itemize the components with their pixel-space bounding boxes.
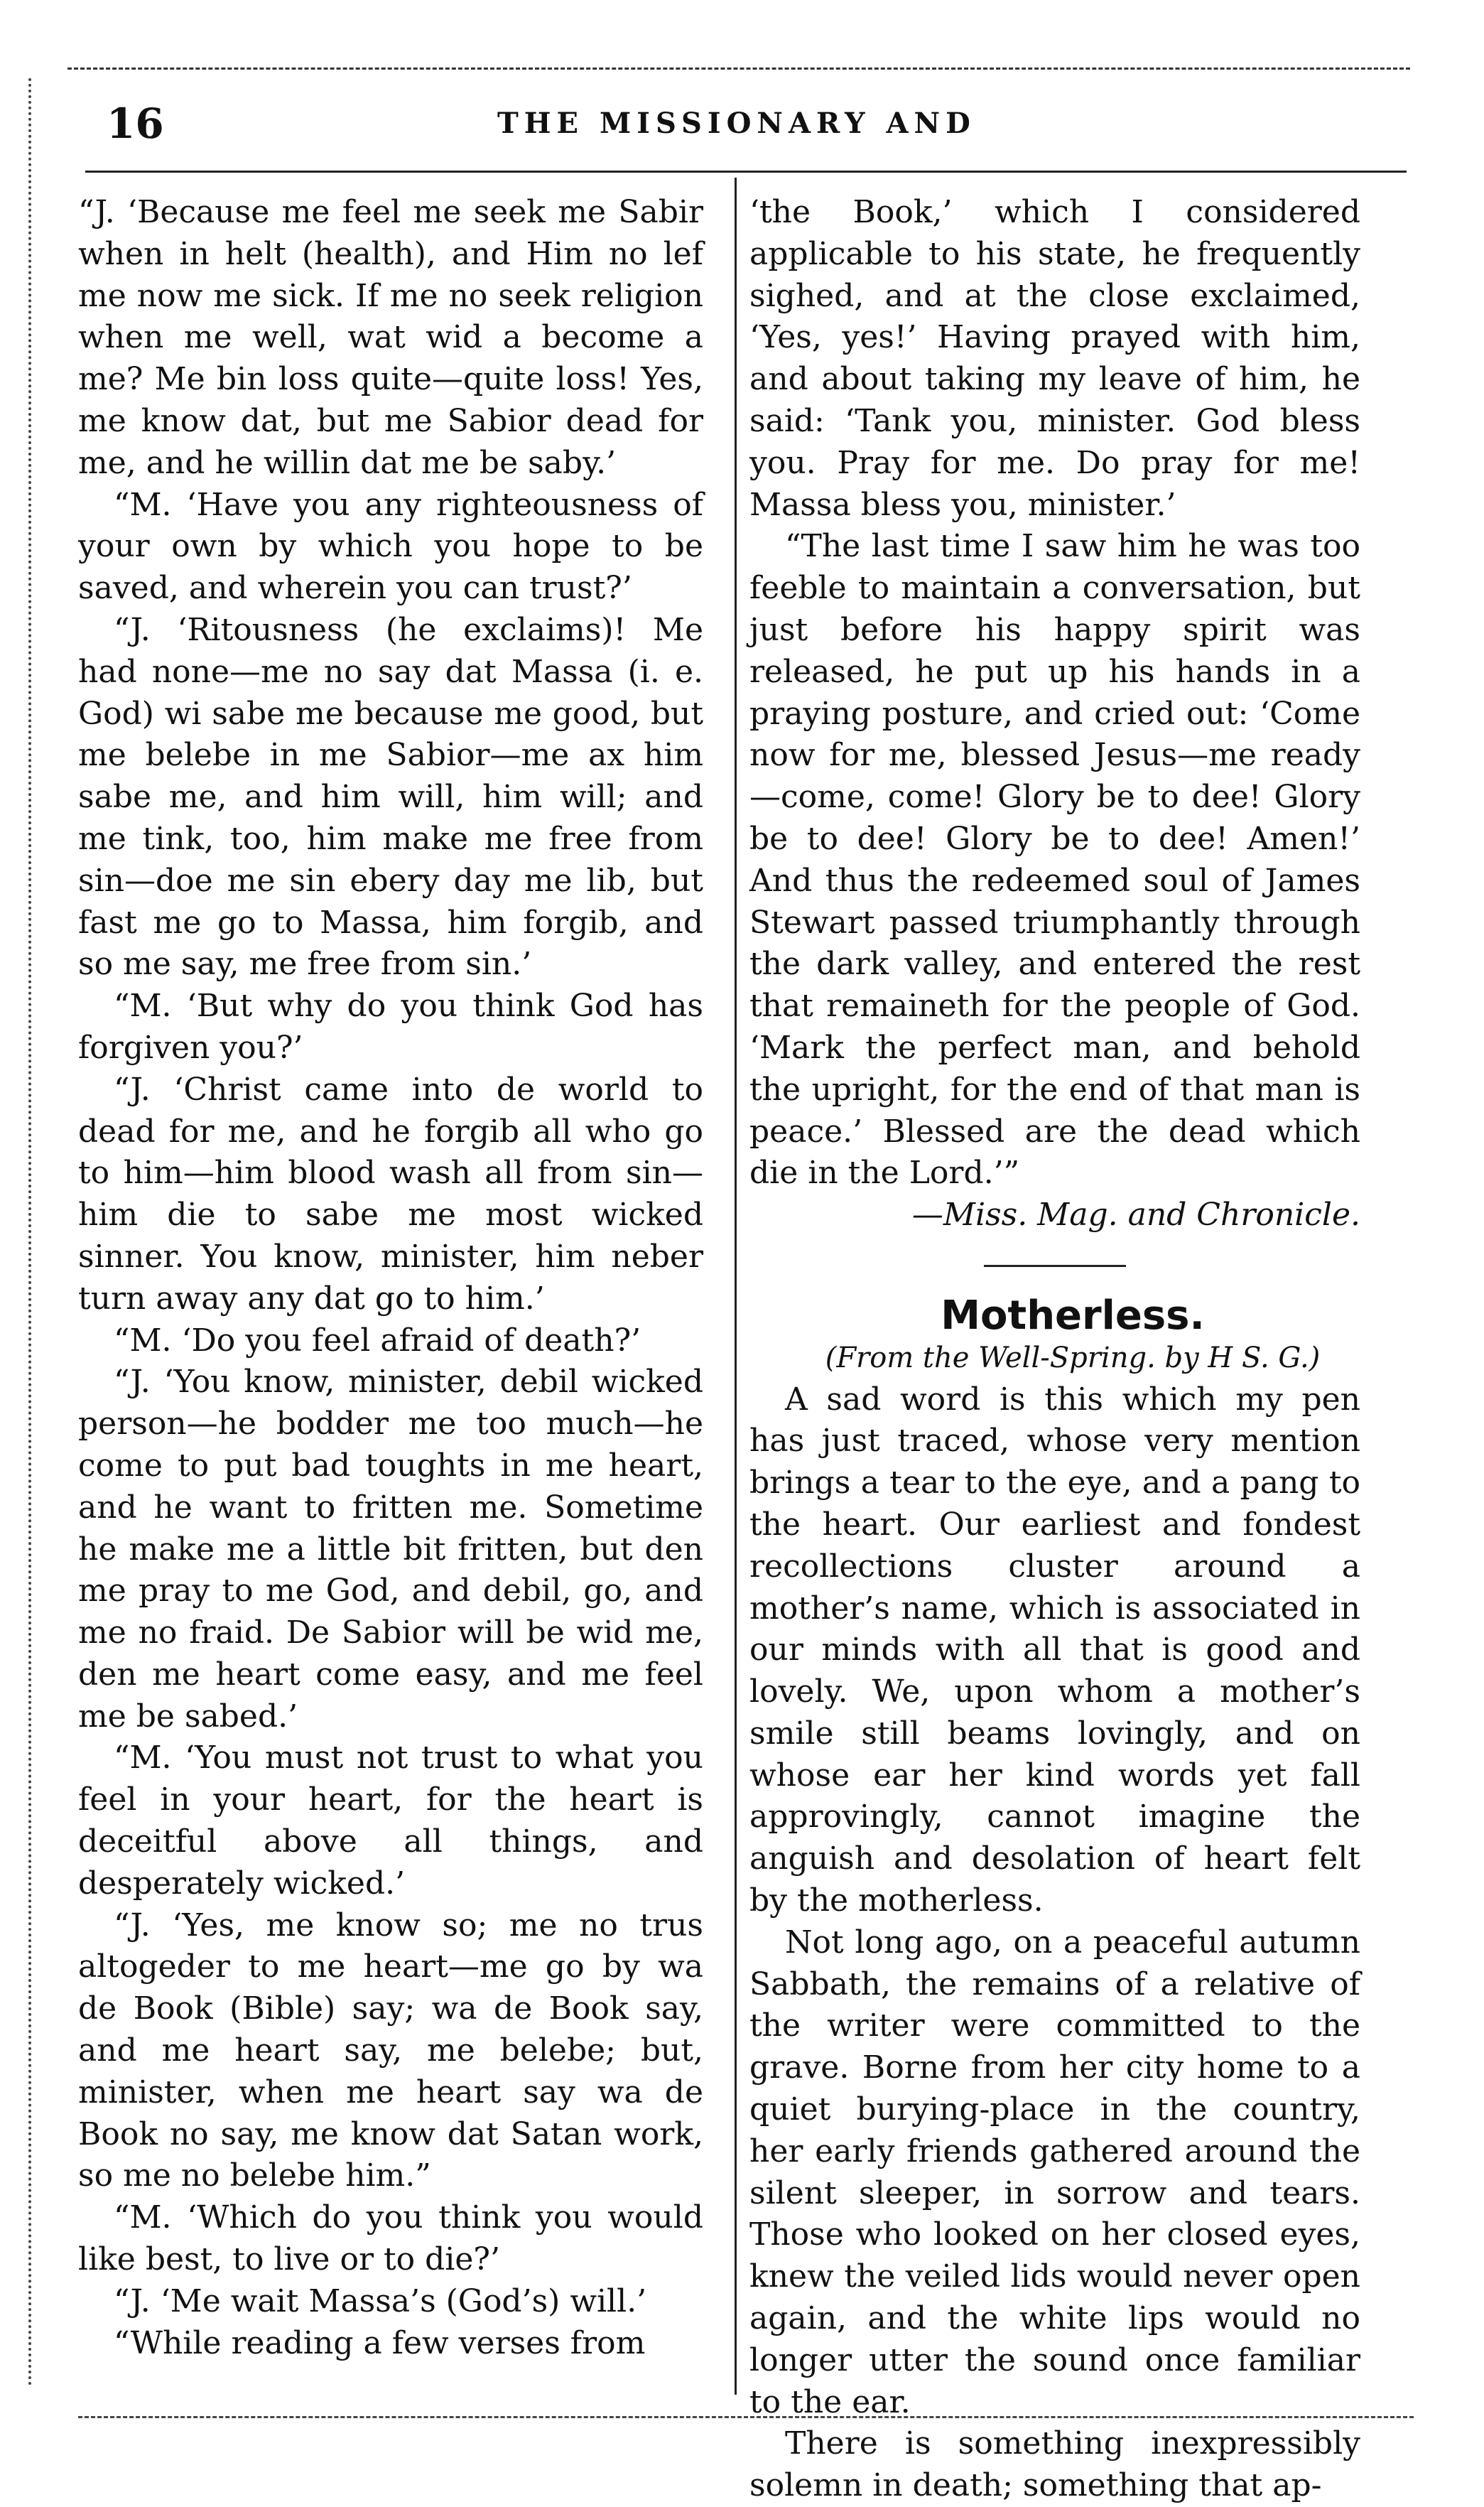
running-head: THE MISSIONARY AND	[497, 107, 976, 140]
dialogue-paragraph: “M. ‘Have you any righteousness of your own by which you hope to be saved, and wherein you can trust?’	[78, 486, 703, 607]
section-title: Motherless.	[941, 1292, 1205, 1339]
dialogue-paragraph: “J. ‘You know, minister, debil wicked person—he bodder me too much—he come to put bad toughts in me heart, and he want to fritten me. Sometime he make me a little bit fritten, but den me pray to me God, and debil, go, and me no fraid. De Sabior will be wid me, den me heart come easy, and me feel me be sabed.’	[78, 1364, 703, 1735]
dialogue-paragraph: “J. ‘Because me feel me seek me Sabir when in helt (health), and Him no lef me now me sick. If me no seek religion when me well, wat wid a become a me? Me bin loss quite—quite loss! Yes, me know dat, but me Sabior dead for me, and he willin dat me be saby.’	[78, 194, 703, 481]
dialogue-paragraph: “M. ‘Which do you think you would like best, to live or to die?’	[78, 2199, 703, 2278]
article-attribution: —Miss. Mag. and Chronicle.	[911, 1197, 1360, 1234]
continuation-paragraph: “The last time I saw him he was too feeble to maintain a conversation, but just before his happy spirit was released, he put up his hands in a praying posture, and cried out: ‘Come now for me, blessed Jesus—me ready—come, come! Glory be to dee! Glory be to dee! Glory be to dee! Amen!’ And thus the redeemed soul of James Stewart passed triumphantly through the dark valley, and entered the rest that remaineth for the people of God. ‘Mark the perfect man, and behold the upright, for the end of that man is peace.’ Blessed are the dead which die in the Lord.’”	[749, 528, 1360, 1192]
dialogue-paragraph: “J. ‘Ritousness (he exclaims)! Me had none—me no say dat Massa (i. e. God) wi sabe me because me good, but me belebe in me Sabior—me ax him sabe me, and him will, him will; and me tink, too, him make me free from sin—doe me sin ebery day me lib, but fast me go to Massa, him forgib, and so me say, me free from sin.’	[78, 611, 703, 983]
column-divider	[735, 178, 737, 2395]
section-paragraph: Not long ago, on a peaceful autumn Sabbath, the remains of a relative of the writer were committed to the grave. Borne from her city home to a quiet burying-place in the country, her early friends gathered around the silent sleeper, in sorrow and tears. Those who looked on her closed eyes, knew the veiled lids would never open again, and the white lips would no longer utter the sound once familiar to the ear.	[749, 1924, 1360, 2420]
dialogue-paragraph: “M. ‘You must not trust to what you feel in your heart, for the heart is deceitful above all things, and desperately wicked.’	[78, 1740, 703, 1902]
page-number: 16	[107, 99, 164, 148]
top-border-rule	[67, 68, 1410, 70]
section-paragraph: There is something inexpressibly solemn in death; something that ap-	[749, 2425, 1360, 2504]
left-border-rule	[28, 78, 31, 2388]
section-source: (From the Well-Spring. by H S. G.)	[825, 1341, 1321, 1374]
continuation-paragraph: ‘the Book,’ which I considered applicable to his state, he frequently sighed, and at the close exclaimed, ‘Yes, yes!’ Having prayed with him, and about taking my leave of him, he said: ‘Tank you, minister. God bless you. Pray for me. Do pray for me! Massa bless you, minister.’	[749, 194, 1360, 523]
right-column	[749, 192, 1360, 2507]
dialogue-paragraph: “J. ‘Me wait Massa’s (God’s) will.’	[114, 2282, 647, 2319]
left-column	[78, 192, 703, 2364]
dialogue-paragraph: “J. ‘Christ came into de world to dead for me, and he forgib all who go to him—him blood wash all from sin—him die to sabe me most wicked sinner. You know, minister, him neber turn away any dat go to him.’	[78, 1071, 703, 1317]
dialogue-paragraph: “M. ‘But why do you think God has forgiven you?’	[78, 988, 703, 1066]
dialogue-paragraph: “While reading a few verses from	[114, 2324, 646, 2361]
dialogue-paragraph: “M. ‘Do you feel afraid of death?’	[114, 1322, 641, 1359]
header-rule	[85, 171, 1407, 173]
dialogue-paragraph: “J. ‘Yes, me know so; me no trus altogeder to me heart—me go by wa de Book (Bible) say; wa de Book say, and me heart say, me belebe; but, minister, when me heart say wa de Book no say, me know dat Satan work, so me no belebe him.”	[78, 1907, 703, 2194]
section-separator-rule	[984, 1265, 1126, 1267]
section-paragraph: A sad word is this which my pen has just traced, whose very mention brings a tear to the eye, and a pang to the heart. Our earliest and fondest recollections cluster around a mother’s name, which is associated in our minds with all that is good and lovely. We, upon whom a mother’s smile still beams lovingly, and on whose ear her kind words yet fall approvingly, cannot imagine the anguish and desolation of heart felt by the motherless.	[749, 1381, 1360, 1919]
